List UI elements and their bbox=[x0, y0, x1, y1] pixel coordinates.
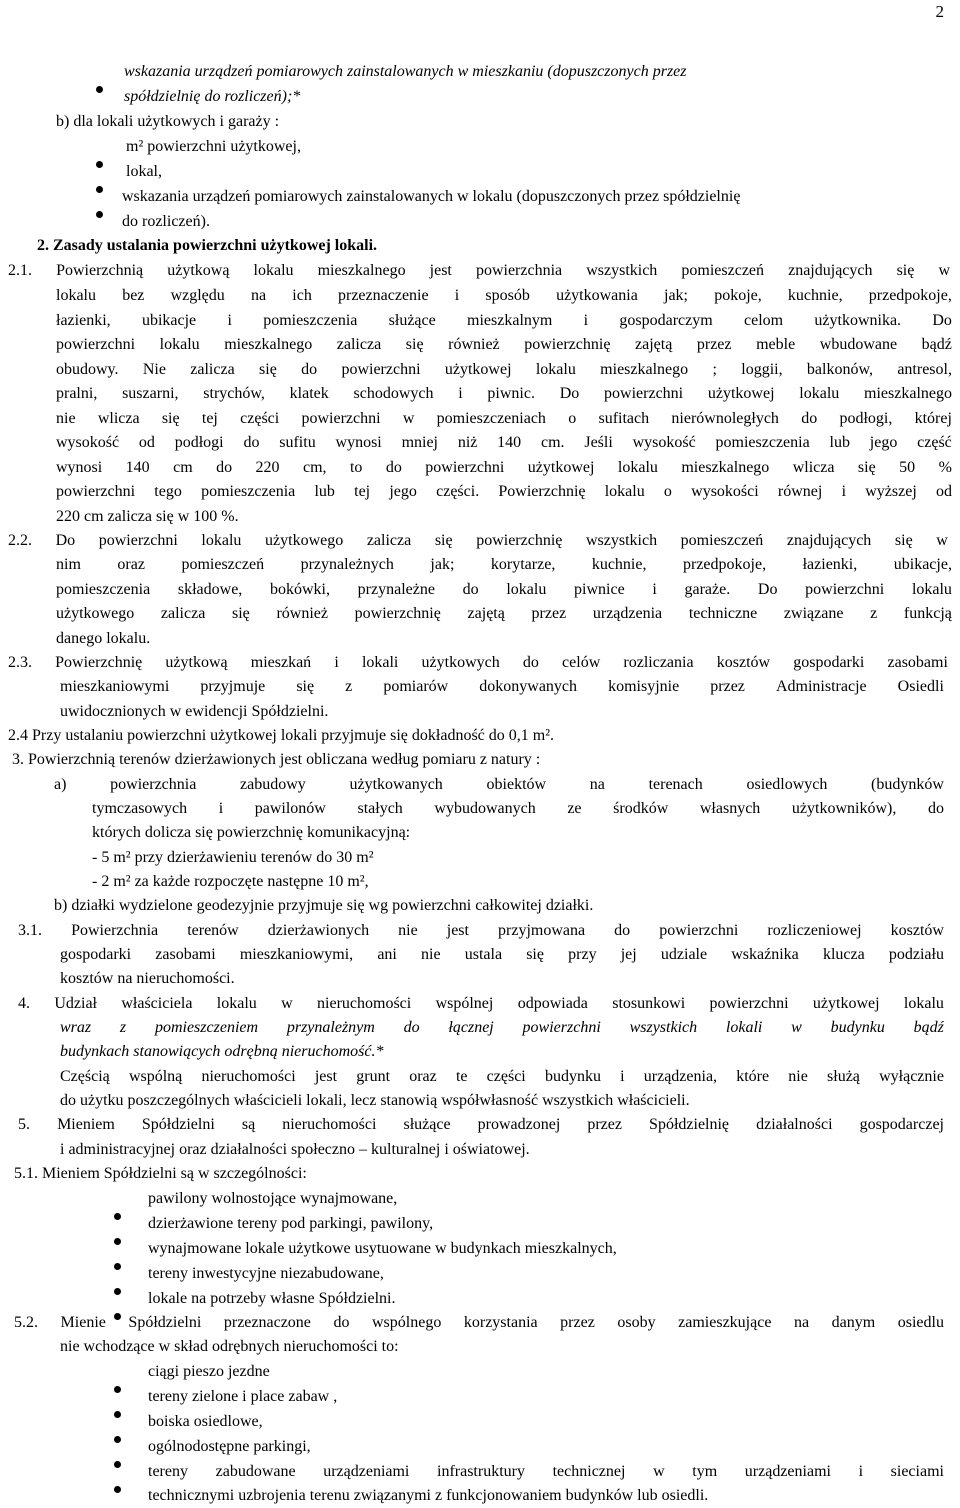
text-line: wynajmowane lokale użytkowe usytuowane w budynkach mieszkalnych, bbox=[148, 1240, 617, 1257]
text-line: pawilony wolnostojące wynajmowane, bbox=[148, 1190, 398, 1207]
text-line: 2.2. Do powierzchni lokalu użytkowego zalicza się powierzchnię wszystkich pomieszczeń znajdujących się w bbox=[8, 532, 948, 549]
text-line: 3.1. Powierzchnia terenów dzierżawionych nie jest przyjmowana do powierzchni rozliczeniowej kosztów bbox=[18, 922, 944, 939]
bullet-icon bbox=[114, 1486, 121, 1493]
bullet-icon bbox=[114, 1263, 121, 1270]
bullet-icon bbox=[114, 1213, 121, 1220]
text-line: technicznymi uzbrojenia terenu związanymi z funkcjonowaniem budynków lub osiedli. bbox=[148, 1487, 709, 1504]
text-line: lokalu bez względu na ich przeznaczenie i sposób użytkowania jak; pokoje, kuchnie, przedpokoje, bbox=[56, 287, 952, 304]
text-line: ogólnodostępne parkingi, bbox=[148, 1438, 311, 1455]
text-line: wraz z pomieszczeniem przynależnym do łącznej powierzchni wszystkich lokali w budynku bądź bbox=[60, 1019, 944, 1036]
text-line: obudowy. Nie zalicza się do powierzchni użytkowej lokalu mieszkalnego ; loggii, balkonów, antresol, bbox=[56, 361, 952, 378]
text-line: do rozliczeń). bbox=[122, 213, 210, 230]
text-line: 2.4 Przy ustalaniu powierzchni użytkowej lokali przyjmuje się dokładność do 0,1 m². bbox=[8, 727, 555, 744]
text-line: lokale na potrzeby własne Spółdzielni. bbox=[148, 1290, 396, 1307]
text-line: użytkowego zalicza się również powierzchnię zajętą przez urządzenia techniczne związane z funkcją bbox=[56, 605, 952, 622]
text-line: 5.2. Mienie Spółdzielni przeznaczone do wspólnego korzystania przez osoby zamieszkujące na danym osiedlu bbox=[14, 1314, 944, 1331]
text-line: łazienki, ubikacje i pomieszczenia służące mieszkalnym i gospodarczym celom użytkownika. Do bbox=[56, 312, 952, 329]
bullet-icon bbox=[114, 1386, 121, 1393]
text-line: powierzchni tego pomieszczenia lub tej jego części. Powierzchnię lokalu o wysokości równej i wyższej od bbox=[56, 483, 952, 500]
bullet-icon bbox=[114, 1288, 121, 1295]
text-line: 2.3. Powierzchnię użytkową mieszkań i lokali użytkowych do celów rozliczania kosztów gospodarki zasobami bbox=[8, 654, 948, 671]
text-line: boiska osiedlowe, bbox=[148, 1413, 263, 1430]
text-line: dzierżawione tereny pod parkingi, pawilony, bbox=[148, 1215, 434, 1232]
text-line: wynosi 140 cm do 220 cm, to do powierzchni użytkowej lokalu mieszkalnego wlicza się 50 % bbox=[56, 459, 952, 476]
bullet-icon bbox=[96, 161, 103, 168]
text-line: kosztów na nieruchomości. bbox=[60, 970, 235, 987]
text-line: nim oraz pomieszczeń przynależnych jak; korytarze, kuchnie, przedpokoje, łazienki, ubikacje, bbox=[56, 556, 952, 573]
text-line: a) powierzchnia zabudowy użytkowanych obiektów na terenach osiedlowych (budynków bbox=[54, 776, 944, 793]
text-line: b) działki wydzielone geodezyjnie przyjmuje się wg powierzchni całkowitej działki. bbox=[54, 897, 594, 914]
text-line: spółdzielnię do rozliczeń);* bbox=[124, 88, 301, 105]
bullet-icon bbox=[114, 1411, 121, 1418]
text-line: nie wlicza się tej części powierzchni w pomieszczeniach o sufitach nierównoległych do podłogi, której bbox=[56, 410, 952, 427]
text-line: budynkach stanowiących odrębną nieruchomość.* bbox=[60, 1043, 384, 1060]
text-line: wskazania urządzeń pomiarowych zainstalowanych w lokalu (dopuszczonych przez spółdzielnię bbox=[122, 188, 741, 205]
text-line: 220 cm zalicza się w 100 %. bbox=[56, 508, 239, 525]
text-line: 5. Mieniem Spółdzielni są nieruchomości służące prowadzonej przez Spółdzielnię działalności gospodarczej bbox=[18, 1116, 944, 1133]
text-line: nie wchodzące w skład odrębnych nieruchomości to: bbox=[60, 1338, 399, 1355]
bullet-icon bbox=[114, 1313, 121, 1320]
bullet-icon bbox=[114, 1436, 121, 1443]
text-line: Częścią wspólną nieruchomości jest grunt oraz te części budynku i urządzenia, które nie służą wyłącznie bbox=[60, 1068, 944, 1085]
text-line: powierzchni lokalu mieszkalnego zalicza się również powierzchnię zajętą przez meble wbudowane bądź bbox=[56, 336, 952, 353]
text-line: tymczasowych i pawilonów stałych wybudowanych ze środków własnych użytkowników), do bbox=[92, 800, 944, 817]
bullet-icon bbox=[114, 1238, 121, 1245]
bullet-icon bbox=[96, 211, 103, 218]
text-line: 3. Powierzchnią terenów dzierżawionych jest obliczana według pomiaru z natury : bbox=[12, 751, 541, 768]
text-line: tereny zielone i place zabaw , bbox=[148, 1388, 338, 1405]
text-line: uwidocznionych w ewidencji Spółdzielni. bbox=[60, 703, 329, 720]
text-line: pralni, suszarni, strychów, klatek schodowych i piwnic. Do powierzchni użytkowej lokalu mieszkalnego bbox=[56, 385, 952, 402]
text-line: ciągi pieszo jezdne bbox=[148, 1363, 270, 1380]
text-line: 2.1. Powierzchnią użytkową lokalu mieszkalnego jest powierzchnia wszystkich pomieszczeń znajdujących się w bbox=[8, 262, 950, 279]
text-line: wysokość od podłogi do sufitu wynosi mniej niż 140 cm. Jeśli wysokość pomieszczenia lub jego część bbox=[56, 434, 952, 451]
text-line: 2. Zasady ustalania powierzchni użytkowej lokali. bbox=[37, 237, 378, 254]
text-line: wskazania urządzeń pomiarowych zainstalowanych w mieszkaniu (dopuszczonych przez bbox=[124, 63, 687, 80]
text-line: b) dla lokali użytkowych i garaży : bbox=[56, 113, 280, 130]
text-line: do użytku poszczególnych właścicieli lokali, lecz stanowią współwłasność wszystkich właścicieli. bbox=[60, 1092, 690, 1109]
page-number: 2 bbox=[935, 2, 944, 21]
text-line: 5.1. Mieniem Spółdzielni są w szczególności: bbox=[14, 1165, 307, 1182]
text-line: danego lokalu. bbox=[56, 630, 151, 647]
bullet-icon bbox=[96, 186, 103, 193]
bullet-icon bbox=[114, 1461, 121, 1468]
text-line: i administracyjnej oraz działalności społeczno – kulturalnej i oświatowej. bbox=[60, 1141, 530, 1158]
text-line: m² powierzchni użytkowej, bbox=[126, 138, 301, 155]
text-line: pomieszczenia składowe, bokówki, przynależne do lokalu piwnice i garaże. Do powierzchni lokalu bbox=[56, 581, 952, 598]
text-line: mieszkaniowymi przyjmuje się z pomiarów dokonywanych komisyjnie przez Administracje Osiedli bbox=[60, 678, 944, 695]
text-line: tereny inwestycyjne niezabudowane, bbox=[148, 1265, 384, 1282]
bullet-icon bbox=[96, 86, 103, 93]
text-line: - 2 m² za każde rozpoczęte następne 10 m², bbox=[92, 873, 369, 890]
text-line: których dolicza się powierzchnię komunikacyjną: bbox=[92, 824, 411, 841]
text-line: gospodarki zasobami mieszkaniowymi, ani nie ustala się przy jej udziale wskaźnika klucza podziału bbox=[60, 946, 944, 963]
text-line: - 5 m² przy dzierżawieniu terenów do 30 m² bbox=[92, 849, 374, 866]
text-line: tereny zabudowane urządzeniami infrastruktury technicznej w tym urządzeniami i sieciami bbox=[148, 1463, 944, 1480]
text-line: 4. Udział właściciela lokalu w nieruchomości wspólnej odpowiada stosunkowi powierzchni użytkowej lokalu bbox=[18, 995, 944, 1012]
text-line: lokal, bbox=[126, 163, 162, 180]
